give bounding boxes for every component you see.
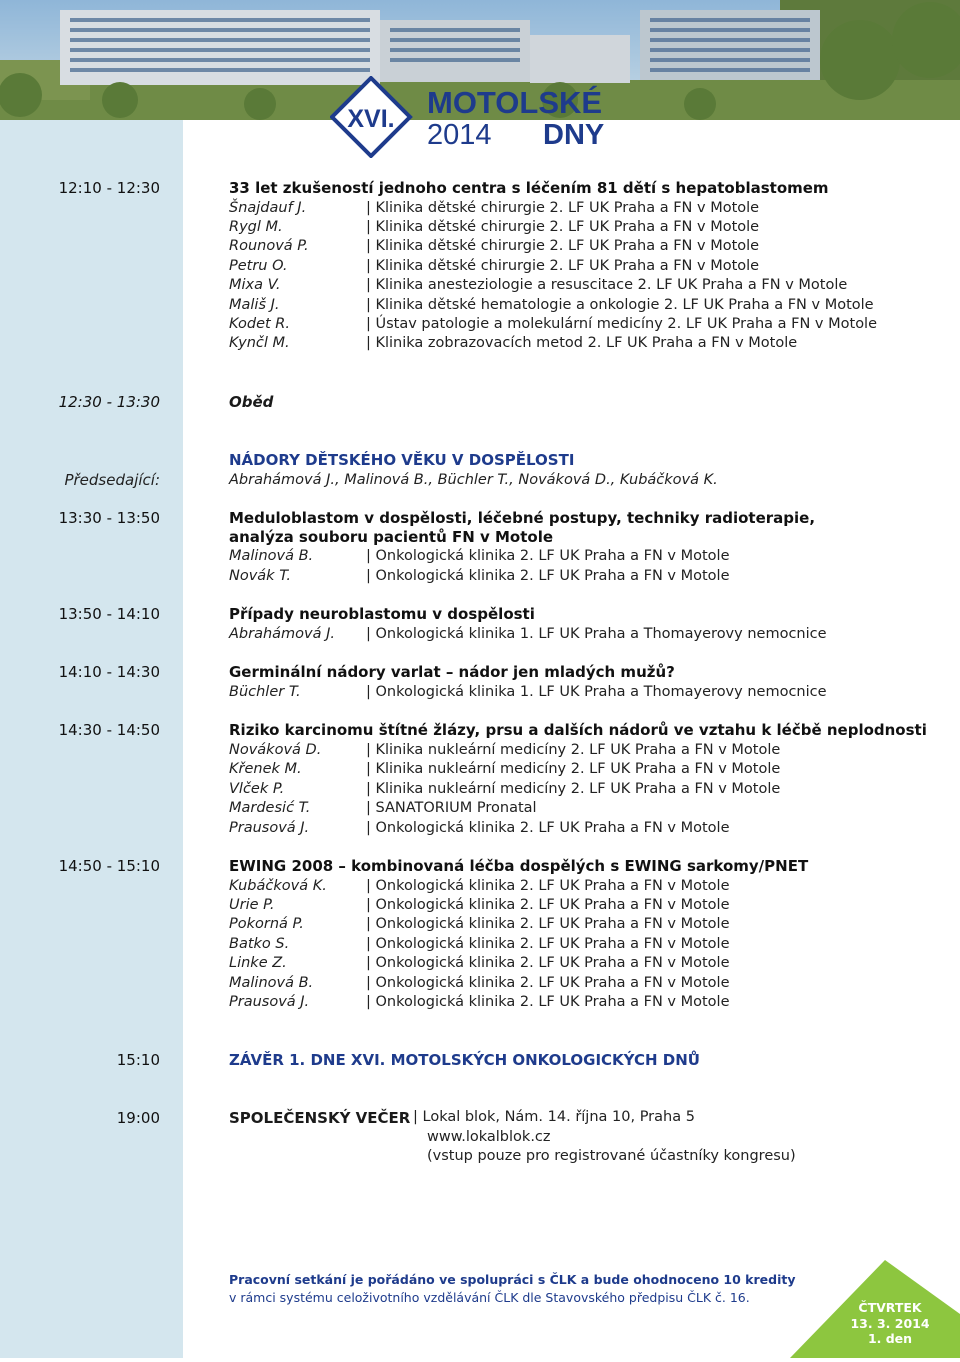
author-name: Urie P. xyxy=(229,897,275,913)
talk-title: EWING 2008 – kombinovaná léčba dospělých s EWING sarkomy/PNET xyxy=(229,857,809,875)
author-affiliation: | Klinika nukleární medicíny 2. LF UK Praha a FN v Motole xyxy=(366,761,781,777)
author-affiliation: | Onkologická klinika 1. LF UK Praha a Thomayerovy nemocnice xyxy=(366,626,827,642)
author-name: Mixa V. xyxy=(229,277,281,293)
author-affiliation: | Onkologická klinika 2. LF UK Praha a FN v Motole xyxy=(366,916,730,932)
talk-title: Riziko karcinomu štítné žlázy, prsu a dalších nádorů ve vztahu k léčbě neplodnosti xyxy=(229,721,927,739)
slot-time: 12:10 - 12:30 xyxy=(58,179,160,197)
author-affiliation: | Klinika dětské chirurgie 2. LF UK Praha a FN v Motole xyxy=(366,219,760,235)
author-name: Prausová J. xyxy=(229,820,310,836)
author-affiliation: | Klinika anesteziologie a resuscitace 2. LF UK Praha a FN v Motole xyxy=(366,277,848,293)
author-affiliation: | Onkologická klinika 2. LF UK Praha a FN v Motole xyxy=(366,936,730,952)
author-name: Pokorná P. xyxy=(229,916,304,932)
logo-title-line2: DNY xyxy=(543,119,605,151)
author-name: Kynčl M. xyxy=(229,335,290,351)
chairs-names: Abrahámová J., Malinová B., Büchler T., Nováková D., Kubáčková K. xyxy=(229,472,718,488)
social-note: (vstup pouze pro registrované účastníky kongresu) xyxy=(427,1148,796,1164)
author-name: Novák T. xyxy=(229,568,291,584)
author-affiliation: | Onkologická klinika 1. LF UK Praha a Thomayerovy nemocnice xyxy=(366,684,827,700)
author-name: Křenek M. xyxy=(229,761,302,777)
author-name: Linke Z. xyxy=(229,955,287,971)
author-name: Nováková D. xyxy=(229,742,322,758)
slot-time: 14:10 - 14:30 xyxy=(58,663,160,681)
author-name: Kubáčková K. xyxy=(229,878,327,894)
slot-time: 14:30 - 14:50 xyxy=(58,721,160,739)
logo-roman-numeral: XVI. xyxy=(347,105,395,133)
day-badge-text xyxy=(820,1300,960,1347)
author-affiliation: | Onkologická klinika 2. LF UK Praha a FN v Motole xyxy=(366,955,730,971)
social-web-link[interactable]: www.lokalblok.cz xyxy=(427,1129,551,1145)
conference-logo xyxy=(330,76,630,158)
talk-title: Germinální nádory varlat – nádor jen mladých mužů? xyxy=(229,663,675,681)
author-affiliation: | Klinika dětské hematologie a onkologie 2. LF UK Praha a FN v Motole xyxy=(366,297,874,313)
author-affiliation: | Ústav patologie a molekulární medicíny 2. LF UK Praha a FN v Motole xyxy=(366,316,878,332)
author-name: Vlček P. xyxy=(229,781,285,797)
author-name: Abrahámová J. xyxy=(229,626,336,642)
author-affiliation: | Onkologická klinika 2. LF UK Praha a FN v Motole xyxy=(366,975,730,991)
author-name: Prausová J. xyxy=(229,994,310,1010)
talk-title-continued: analýza souboru pacientů FN v Motole xyxy=(229,528,554,546)
social-time: 19:00 xyxy=(116,1109,160,1127)
author-name: Büchler T. xyxy=(229,684,301,700)
section-title: NÁDORY DĚTSKÉHO VĚKU V DOSPĚLOSTI xyxy=(229,451,575,469)
author-name: Malinová B. xyxy=(229,975,314,991)
closing-label: ZÁVĚR 1. DNE XVI. MOTOLSKÝCH ONKOLOGICKÝCH DNŮ xyxy=(229,1051,700,1069)
lunch-time: 12:30 - 13:30 xyxy=(58,393,160,411)
talk-title: Případy neuroblastomu v dospělosti xyxy=(229,605,535,623)
chairs-label: Předsedající: xyxy=(64,471,160,489)
author-affiliation: | Klinika nukleární medicíny 2. LF UK Praha a FN v Motole xyxy=(366,781,781,797)
author-affiliation: | Klinika nukleární medicíny 2. LF UK Praha a FN v Motole xyxy=(366,742,781,758)
author-affiliation: | Onkologická klinika 2. LF UK Praha a FN v Motole xyxy=(366,568,730,584)
author-affiliation: | Onkologická klinika 2. LF UK Praha a FN v Motole xyxy=(366,548,730,564)
author-name: Kodet R. xyxy=(229,316,290,332)
sidebar-band xyxy=(0,120,183,1358)
author-name: Šnajdauf J. xyxy=(229,200,307,216)
logo-year: 2014 xyxy=(427,119,492,151)
author-name: Mališ J. xyxy=(229,297,280,313)
closing-time: 15:10 xyxy=(116,1051,160,1069)
author-name: Rygl M. xyxy=(229,219,283,235)
author-name: Rounová P. xyxy=(229,238,309,254)
talk-title: Meduloblastom v dospělosti, léčebné postupy, techniky radioterapie, xyxy=(229,509,816,527)
author-name: Mardesić T. xyxy=(229,800,311,816)
social-label: SPOLEČENSKÝ VEČER xyxy=(229,1109,411,1127)
footer-credits-line: Pracovní setkání je pořádáno ve spolupráci s ČLK a bude ohodnoceno 10 kredity xyxy=(229,1272,796,1287)
author-affiliation: | Onkologická klinika 2. LF UK Praha a FN v Motole xyxy=(366,897,730,913)
author-affiliation: | Onkologická klinika 2. LF UK Praha a FN v Motole xyxy=(366,878,730,894)
author-name: Batko S. xyxy=(229,936,290,952)
author-affiliation: | Klinika dětské chirurgie 2. LF UK Praha a FN v Motole xyxy=(366,258,760,274)
lunch-label: Oběd xyxy=(229,393,274,411)
slot-time: 14:50 - 15:10 xyxy=(58,857,160,875)
footer-regulation-line: v rámci systému celoživotního vzdělávání ČLK dle Stavovského předpisu ČLK č. 16. xyxy=(229,1290,750,1305)
day-number: 1. den xyxy=(867,1331,913,1346)
author-name: Petru O. xyxy=(229,258,288,274)
day-name: ČTVRTEK xyxy=(858,1300,922,1315)
author-affiliation: | Onkologická klinika 2. LF UK Praha a FN v Motole xyxy=(366,820,730,836)
talk-title: 33 let zkušeností jednoho centra s léčením 81 dětí s hepatoblastomem xyxy=(229,179,829,197)
slot-time: 13:50 - 14:10 xyxy=(58,605,160,623)
author-name: Malinová B. xyxy=(229,548,314,564)
logo-title-line1: MOTOLSKÉ xyxy=(427,85,603,120)
day-date: 13. 3. 2014 xyxy=(850,1315,930,1331)
author-affiliation: | Klinika dětské chirurgie 2. LF UK Praha a FN v Motole xyxy=(366,200,760,216)
author-affiliation: | Klinika zobrazovacích metod 2. LF UK Praha a FN v Motole xyxy=(366,335,798,351)
author-affiliation: | Klinika dětské chirurgie 2. LF UK Praha a FN v Motole xyxy=(366,238,760,254)
slot-time: 13:30 - 13:50 xyxy=(58,509,160,527)
author-affiliation: | Onkologická klinika 2. LF UK Praha a FN v Motole xyxy=(366,994,730,1010)
social-venue: | Lokal blok, Nám. 14. října 10, Praha 5 xyxy=(413,1109,695,1125)
author-affiliation: | SANATORIUM Pronatal xyxy=(366,800,537,816)
